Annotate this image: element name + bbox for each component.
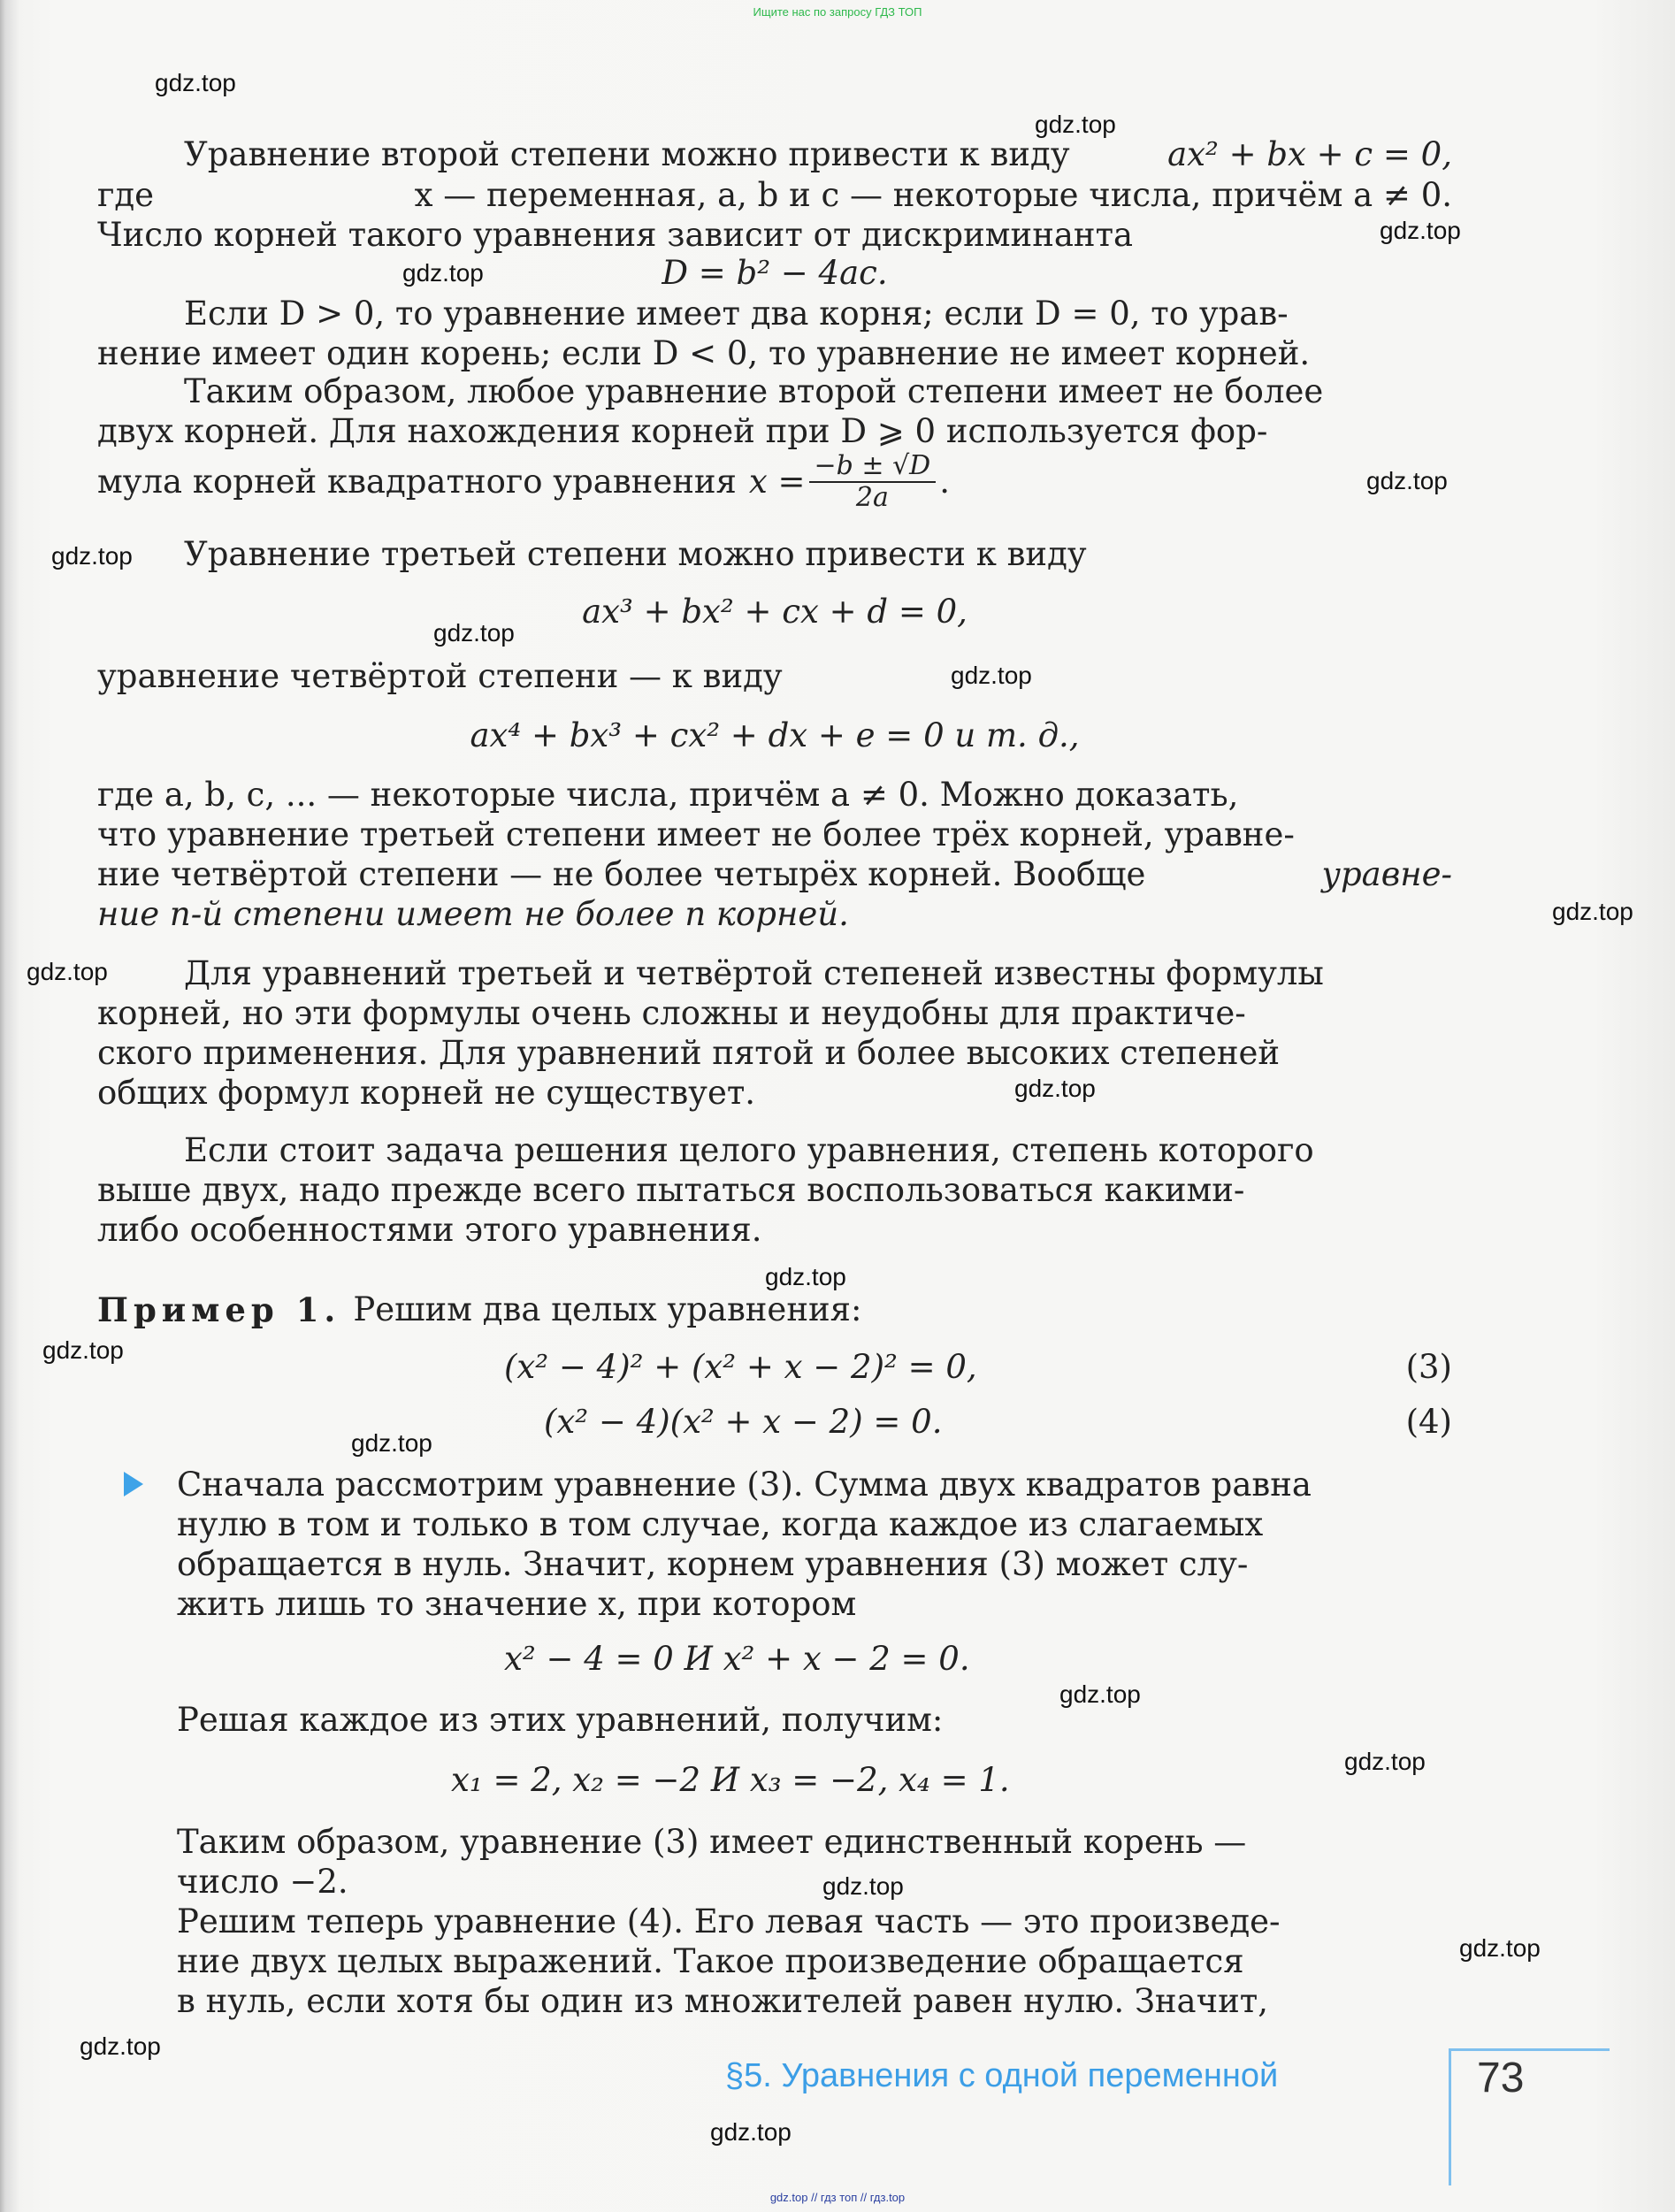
watermark: gdz.top — [1459, 1934, 1541, 1962]
watermark: gdz.top — [155, 69, 236, 96]
watermark: gdz.top — [1014, 1075, 1096, 1102]
watermark: gdz.top — [402, 259, 484, 287]
watermark: gdz.top — [80, 2032, 161, 2060]
text-line: нение имеет один корень; если D < 0, то уравнение не имеет корней. — [97, 334, 1311, 372]
text-line: либо особенностями этого уравнения. — [97, 1211, 762, 1249]
watermark: gdz.top — [951, 662, 1032, 689]
watermark: gdz.top — [1059, 1680, 1141, 1708]
text-line: общих формул корней не существует. — [97, 1074, 756, 1112]
watermark: gdz.top — [1366, 467, 1448, 494]
text-line: выше двух, надо прежде всего пытаться воспользоваться какими- — [97, 1171, 1245, 1209]
text-line: Сначала рассмотрим уравнение (3). Сумма двух квадратов равна — [177, 1466, 1312, 1504]
section-title: §5. Уравнения с одной переменной — [725, 2057, 1279, 2094]
solution-start-marker — [124, 1472, 143, 1496]
text-line: корней, но эти формулы очень сложны и неудобны для практиче- — [97, 994, 1246, 1032]
footer-divider — [1449, 2048, 1451, 2185]
text-line-italic: ние n-й степени имеет не более n корней. — [97, 895, 849, 933]
watermark: gdz.top — [1380, 217, 1461, 244]
top-note[interactable]: Ищите нас по запросу ГДЗ ТОП — [753, 5, 922, 19]
text-line: ского применения. Для уравнений пятой и более высоких степеней — [97, 1034, 1281, 1072]
text-line: Для уравнений третьей и четвёртой степеней известны формулы — [184, 954, 1324, 992]
text-line: где a, b, c, ... — некоторые числа, причём a ≠ 0. Можно доказать, — [97, 776, 1239, 814]
discriminant-formula: D = b² − 4ac. — [662, 254, 888, 292]
watermark: gdz.top — [433, 619, 515, 647]
bottom-note[interactable]: gdz.top // гдз топ // гдз.top — [769, 2191, 906, 2204]
text-line: жить лишь то значение x, при котором — [177, 1585, 857, 1623]
watermark: gdz.top — [42, 1336, 124, 1364]
page-number: 73 — [1477, 2055, 1525, 2101]
text-line: Решим теперь уравнение (4). Его левая часть — это произведе- — [177, 1902, 1281, 1940]
text-line: двух корней. Для нахождения корней при D ⩾ 0 используется фор- — [97, 412, 1268, 450]
example-label: Пример 1. — [97, 1290, 341, 1329]
equation-3-number: (3) — [1405, 1348, 1452, 1386]
watermark: gdz.top — [710, 2118, 792, 2146]
quadratic-formula: $\frac{-b \pm √D}{2a}$ — [809, 451, 937, 513]
text-line: нулю в том и только в том случае, когда каждое из слагаемых — [177, 1505, 1264, 1543]
text-line: обращается в нуль. Значит, корнем уравнения (3) может слу- — [177, 1545, 1249, 1583]
equation-4: (x² − 4)(x² + x − 2) = 0. — [544, 1403, 943, 1441]
text-line: Если D > 0, то уравнение имеет два корня; если D = 0, то урав- — [184, 295, 1289, 333]
text-line: ние двух целых выражений. Такое произведение обращается — [177, 1942, 1244, 1980]
watermark: gdz.top — [51, 542, 133, 570]
watermark: gdz.top — [27, 958, 108, 985]
watermark: gdz.top — [1035, 111, 1116, 138]
watermark: gdz.top — [1344, 1748, 1426, 1775]
equation-system: x² − 4 = 0 И x² + x − 2 = 0. — [504, 1640, 970, 1678]
text-line: Уравнение третьей степени можно привести к виду — [184, 535, 1087, 573]
text-line: Таким образом, уравнение (3) имеет единственный корень — — [177, 1823, 1247, 1861]
text-line: Если стоит задача решения целого уравнения, степень которого — [184, 1131, 1314, 1169]
watermark: gdz.top — [765, 1263, 846, 1290]
text-line: что уравнение третьей степени имеет не более трёх корней, уравне- — [97, 815, 1295, 853]
text-line: мула корней квадратного уравнения x = $\frac{-b \pm √D}{2a}$ . — [97, 450, 950, 513]
watermark: gdz.top — [1552, 898, 1633, 925]
watermark: gdz.top — [822, 1872, 904, 1900]
equation-4-number: (4) — [1405, 1403, 1452, 1441]
text-line: где x — переменная, a, b и c — некоторые числа, причём a ≠ 0. — [97, 176, 1452, 214]
text-line: Решая каждое из этих уравнений, получим: — [177, 1701, 944, 1739]
text-line: Уравнение второй степени можно привести к виду ax² + bx + c = 0, — [184, 135, 1452, 173]
text-line: ние четвёртой степени — не более четырёх корней. Вообще уравне- — [97, 855, 1452, 893]
text-line: Число корней такого уравнения зависит от дискриминанта — [97, 216, 1134, 254]
text-line: число −2. — [177, 1863, 348, 1901]
formula: ax² + bx + c = 0, — [1167, 135, 1452, 173]
watermark: gdz.top — [351, 1429, 432, 1457]
text-line: уравнение четвёртой степени — к виду — [97, 657, 783, 695]
cubic-equation: ax³ + bx² + cx + d = 0, — [582, 593, 968, 631]
text-line: в нуль, если хотя бы один из множителей равен нулю. Значит, — [177, 1982, 1268, 2020]
equation-3: (x² − 4)² + (x² + x − 2)² = 0, — [504, 1348, 977, 1386]
quartic-equation: ax⁴ + bx³ + cx² + dx + e = 0 и т. д., — [470, 716, 1080, 754]
equation-roots: x₁ = 2, x₂ = −2 И x₃ = −2, x₄ = 1. — [451, 1761, 1010, 1799]
text-line: Таким образом, любое уравнение второй степени имеет не более — [184, 372, 1324, 410]
footer-rule — [1450, 2048, 1610, 2051]
example-heading: Пример 1. Решим два целых уравнения: — [97, 1290, 862, 1329]
